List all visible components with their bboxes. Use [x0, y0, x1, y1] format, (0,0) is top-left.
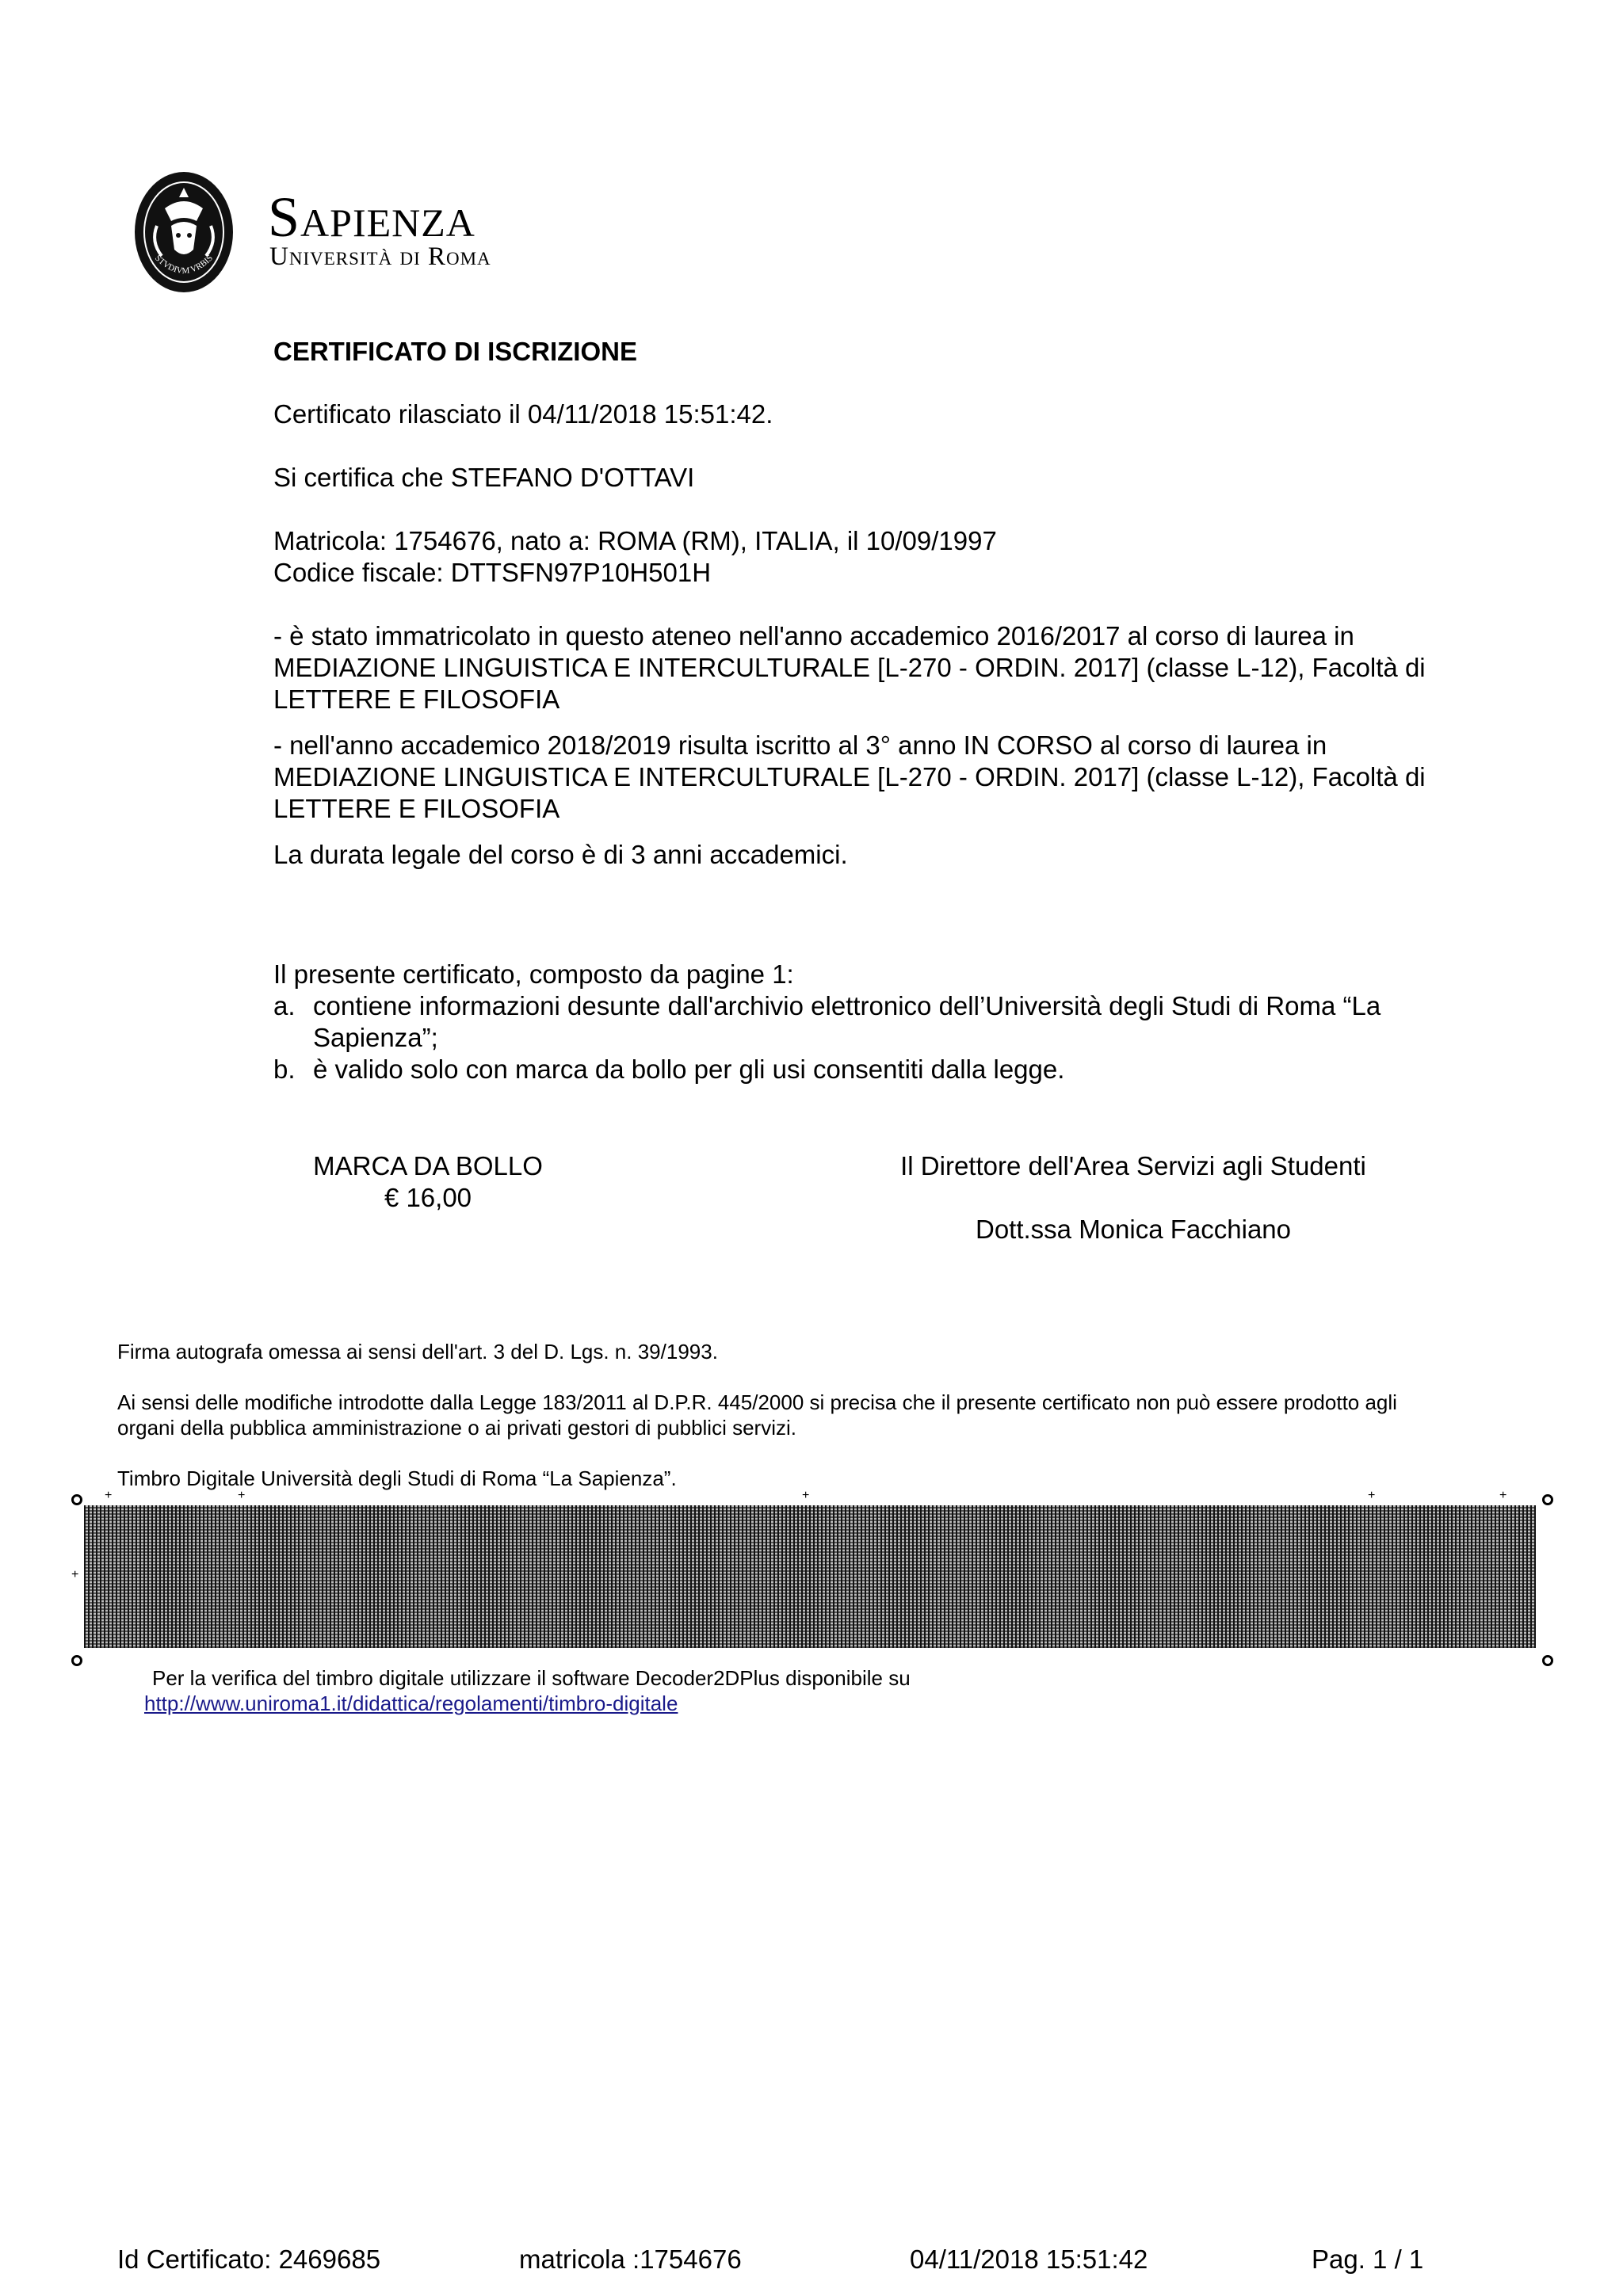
- verify-note: Per la verifica del timbro digitale utilizzare il software Decoder2DPlus disponibile su: [152, 1666, 911, 1690]
- signature-block: [824, 1150, 1442, 1245]
- composition-line: Il presente certificato, composto da pagine 1:: [273, 959, 794, 989]
- revenue-stamp-label: MARCA DA BOLLO: [313, 1151, 543, 1180]
- digital-stamp-barcode: [71, 1489, 1553, 1668]
- autograph-note: Firma autografa omessa ai sensi dell'art. 3 del D. Lgs. n. 39/1993.: [117, 1340, 718, 1363]
- list-item-text: contiene informazioni desunte dall'archivio elettronico dell’Università degli Studi di Roma “La: [313, 991, 1381, 1020]
- current-line: LETTERE E FILOSOFIA: [273, 794, 560, 823]
- sapienza-seal-logo: [133, 170, 235, 294]
- conditions-list: [273, 990, 1498, 1085]
- timbro-digitale-link[interactable]: http://www.uniroma1.it/didattica/regolamenti/timbro-digitale: [144, 1691, 678, 1715]
- enrollment-line: LETTERE E FILOSOFIA: [273, 685, 560, 714]
- barcode-pattern: [84, 1505, 1536, 1648]
- registration-mark-icon: +: [238, 1489, 246, 1502]
- current-line: - nell'anno accademico 2018/2019 risulta iscritto al 3° anno IN CORSO al corso di laurea in: [273, 730, 1327, 760]
- list-marker: b.: [273, 1055, 296, 1084]
- student-details: [273, 525, 1498, 589]
- registration-mark-icon: +: [1499, 1489, 1507, 1502]
- logo-subtitle: Università di Roma: [269, 242, 491, 271]
- current-enrollment-paragraph: [273, 730, 1498, 825]
- law-note-line: Ai sensi delle modifiche introdotte dalla Legge 183/2011 al D.P.R. 445/2000 si precisa che il presente certificato non può essere prodotto agli: [117, 1390, 1397, 1414]
- issued-line: Certificato rilasciato il 04/11/2018 15:51:42.: [273, 399, 773, 429]
- fiscal-code-line: Codice fiscale: DTTSFN97P10H501H: [273, 558, 712, 587]
- law-note-line: organi della pubblica amministrazione o ai privati gestori di pubblici servizi.: [117, 1416, 796, 1440]
- signatory-role: Il Direttore dell'Area Servizi agli Studenti: [900, 1151, 1366, 1180]
- duration-line: La durata legale del corso è di 3 anni accademici.: [273, 840, 848, 869]
- certificate-title: CERTIFICATO DI ISCRIZIONE: [273, 337, 637, 366]
- enrollment-paragraph: [273, 620, 1498, 715]
- footer-matricola: matricola :1754676: [519, 2245, 742, 2274]
- law-note: [117, 1390, 1504, 1440]
- digital-stamp-note: Timbro Digitale Università degli Studi di Roma “La Sapienza”.: [117, 1466, 677, 1490]
- footer-page-number: Pag. 1 / 1: [1312, 2245, 1424, 2274]
- registration-mark-icon: +: [802, 1489, 810, 1502]
- corner-marker-icon: [71, 1655, 82, 1666]
- list-item: [273, 990, 1498, 1054]
- list-item-text: è valido solo con marca da bollo per gli usi consentiti dalla legge.: [313, 1055, 1065, 1084]
- list-item-text: Sapienza”;: [313, 1023, 438, 1052]
- revenue-stamp-amount: € 16,00: [384, 1183, 472, 1212]
- certifies-line: Si certifica che STEFANO D'OTTAVI: [273, 463, 695, 492]
- corner-marker-icon: [1542, 1494, 1553, 1505]
- registration-mark-icon: +: [1368, 1489, 1376, 1502]
- logo-wordmark: Sapienza: [268, 185, 475, 249]
- corner-marker-icon: [71, 1494, 82, 1505]
- enrollment-line: - è stato immatricolato in questo ateneo nell'anno accademico 2016/2017 al corso di laurea in: [273, 621, 1354, 650]
- list-marker: a.: [273, 991, 296, 1020]
- seal-motto: STVDIVM VRBIS: [153, 253, 215, 277]
- enrollment-line: MEDIAZIONE LINGUISTICA E INTERCULTURALE [L-270 - ORDIN. 2017] (classe L-12), Facoltà di: [273, 653, 1426, 682]
- registration-mark-icon: +: [105, 1489, 113, 1502]
- registration-mark-icon: +: [71, 1568, 79, 1581]
- footer-certificate-id: Id Certificato: 2469685: [117, 2245, 381, 2274]
- list-item: [273, 1054, 1498, 1085]
- corner-marker-icon: [1542, 1655, 1553, 1666]
- student-id-line: Matricola: 1754676, nato a: ROMA (RM), ITALIA, il 10/09/1997: [273, 526, 997, 555]
- signatory-name: Dott.ssa Monica Facchiano: [975, 1215, 1291, 1244]
- current-line: MEDIAZIONE LINGUISTICA E INTERCULTURALE [L-270 - ORDIN. 2017] (classe L-12), Facoltà di: [273, 762, 1426, 791]
- footer-datetime: 04/11/2018 15:51:42: [910, 2245, 1148, 2274]
- revenue-stamp-box: [269, 1150, 586, 1214]
